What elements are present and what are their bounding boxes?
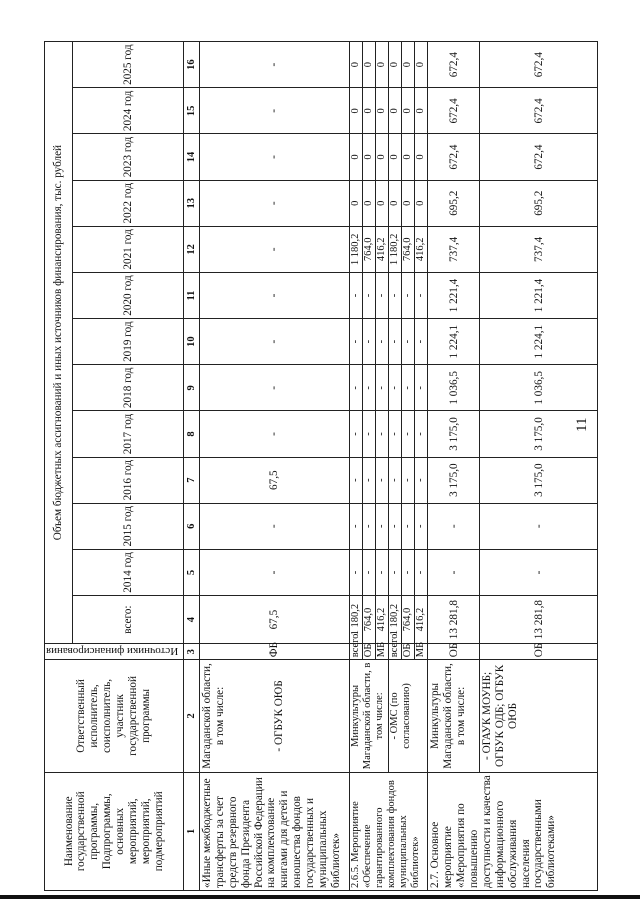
- row-value: -: [376, 549, 389, 595]
- table-row: [428, 42, 480, 891]
- header-total: всего:: [73, 596, 184, 644]
- resp-sub: - ОГБУК ОЮБ: [272, 680, 285, 752]
- column-number: 1: [184, 772, 200, 890]
- row-value: 0: [389, 134, 402, 180]
- row-value: 695,2: [428, 180, 480, 226]
- row-value: 0: [363, 88, 376, 134]
- row-responsible-sub: - ОГАУК МОУНБ; ОГБУК ОДБ; ОГБУК ОЮБ: [480, 660, 598, 772]
- row-value: 1 036,5: [480, 365, 598, 411]
- row-value: -: [480, 549, 598, 595]
- row-value: -: [402, 411, 415, 457]
- row-value: -: [415, 411, 428, 457]
- row-value: -: [350, 411, 363, 457]
- row-value: -: [200, 42, 350, 88]
- row-value: -: [389, 503, 402, 549]
- row-value: 0: [350, 88, 363, 134]
- page-bottom-rule: [0, 895, 640, 899]
- row-value: -: [200, 226, 350, 272]
- row-value: -: [480, 503, 598, 549]
- row-value: 672,4: [480, 134, 598, 180]
- row-value: -: [200, 134, 350, 180]
- header-year: 2016 год: [73, 457, 184, 503]
- row-value: 672,4: [428, 88, 480, 134]
- column-number: 13: [184, 180, 200, 226]
- resp-top: Магаданской области, в том числе:: [201, 663, 226, 769]
- row-responsible-top: Минкультуры Магаданской области, в том числе:: [428, 660, 480, 772]
- row-value: 0: [363, 42, 376, 88]
- row-value: -: [200, 549, 350, 595]
- row-value: 0: [389, 88, 402, 134]
- row-value: 0: [415, 42, 428, 88]
- row-value: 672,4: [480, 42, 598, 88]
- row-value: -: [415, 457, 428, 503]
- funding-table: [44, 41, 598, 891]
- row-value: 0: [402, 42, 415, 88]
- row-value: 0: [402, 180, 415, 226]
- row-value: -: [363, 319, 376, 365]
- page-number: 11: [574, 417, 590, 432]
- row-value: -: [363, 503, 376, 549]
- row-value: 1 224,1: [428, 319, 480, 365]
- header-year: 2017 год: [73, 411, 184, 457]
- row-value: -: [350, 319, 363, 365]
- row-total: 67,5: [200, 596, 350, 644]
- row-value: 0: [415, 88, 428, 134]
- row-source: всего: [389, 644, 402, 660]
- row-value: -: [200, 319, 350, 365]
- header-funding: Объем бюджетных ассигнований и иных источников финансирования, тыс. рублей: [45, 42, 73, 644]
- row-value: -: [389, 457, 402, 503]
- table-row: [350, 42, 363, 891]
- row-value: 0: [376, 42, 389, 88]
- row-value: -: [428, 503, 480, 549]
- row-source: ОБ: [428, 644, 480, 660]
- header-source: Источники финансирования: [45, 644, 184, 660]
- row-value: 1 180,2: [350, 226, 363, 272]
- row-value: 0: [415, 180, 428, 226]
- row-value: -: [402, 503, 415, 549]
- row-value: -: [415, 272, 428, 318]
- header-year: 2023 год: [73, 134, 184, 180]
- rotated-table-wrapper: [44, 41, 614, 891]
- row-value: 0: [350, 42, 363, 88]
- column-number: 9: [184, 365, 200, 411]
- header-year: 2014 год: [73, 549, 184, 595]
- header-year: 2022 год: [73, 180, 184, 226]
- row-source: МБ: [376, 644, 389, 660]
- row-value: 3 175,0: [480, 457, 598, 503]
- column-number: 14: [184, 134, 200, 180]
- column-number: 15: [184, 88, 200, 134]
- row-value: 737,4: [428, 226, 480, 272]
- row-value: -: [200, 88, 350, 134]
- row-value: -: [402, 272, 415, 318]
- header-year: 2021 год: [73, 226, 184, 272]
- row-value: -: [363, 457, 376, 503]
- row-value: -: [363, 411, 376, 457]
- column-number: 8: [184, 411, 200, 457]
- row-responsible: [200, 660, 350, 772]
- column-number: 12: [184, 226, 200, 272]
- row-value: -: [389, 272, 402, 318]
- row-total: 1 180,2: [389, 596, 402, 644]
- row-value: 695,2: [480, 180, 598, 226]
- row-value: -: [402, 319, 415, 365]
- row-source: всего: [350, 644, 363, 660]
- row-value: -: [363, 549, 376, 595]
- row-value: -: [428, 549, 480, 595]
- column-number: 3: [184, 644, 200, 660]
- row-value: -: [350, 365, 363, 411]
- row-value: 0: [402, 134, 415, 180]
- row-value: -: [389, 365, 402, 411]
- row-value: -: [376, 365, 389, 411]
- column-number: 16: [184, 42, 200, 88]
- row-value: 3 175,0: [428, 457, 480, 503]
- row-responsible-sub: - ОМС (по согласованию): [389, 660, 428, 772]
- row-source: ОБ: [402, 644, 415, 660]
- table-row: [480, 42, 598, 891]
- row-value: 764,0: [363, 226, 376, 272]
- row-total: 1 180,2: [350, 596, 363, 644]
- row-name: 2.6.5. Мероприятие «Обеспечение гарантированного комплектования фондов муниципальных библиотек»: [350, 772, 428, 890]
- row-value: -: [376, 411, 389, 457]
- row-value: 0: [376, 180, 389, 226]
- row-value: 3 175,0: [428, 411, 480, 457]
- row-value: -: [415, 549, 428, 595]
- row-source: ФБ: [200, 644, 350, 660]
- row-value: 1 180,2: [389, 226, 402, 272]
- row-value: -: [363, 365, 376, 411]
- row-source: ОБ: [363, 644, 376, 660]
- row-value: -: [389, 319, 402, 365]
- row-value: -: [415, 319, 428, 365]
- row-value: -: [200, 365, 350, 411]
- row-value: -: [402, 549, 415, 595]
- header-program-name: Наименование государственной программы, Подпрограммы, основных мероприятий, мероприятий, подмероприятий: [45, 772, 184, 890]
- column-number: 4: [184, 596, 200, 644]
- row-value: 1 224,1: [480, 319, 598, 365]
- header-year: 2018 год: [73, 365, 184, 411]
- row-total: 13 281,8: [480, 596, 598, 644]
- table-row: [389, 42, 402, 891]
- row-value: 0: [376, 134, 389, 180]
- row-value: 1 221,4: [428, 272, 480, 318]
- row-total: 764,0: [402, 596, 415, 644]
- row-value: 0: [363, 180, 376, 226]
- row-value: -: [389, 549, 402, 595]
- row-value: -: [402, 365, 415, 411]
- row-value: 67,5: [200, 457, 350, 503]
- column-number: 11: [184, 272, 200, 318]
- header-year: 2024 год: [73, 88, 184, 134]
- row-value: -: [376, 272, 389, 318]
- row-value: -: [389, 411, 402, 457]
- row-value: 672,4: [480, 88, 598, 134]
- row-value: 1 221,4: [480, 272, 598, 318]
- row-name: 2.7. Основное мероприятие «Мероприятия по повышению доступности и качества информационного обслуживания населения государственными библиотеками»: [428, 772, 598, 890]
- row-value: -: [415, 503, 428, 549]
- row-value: 0: [389, 42, 402, 88]
- row-value: 1 036,5: [428, 365, 480, 411]
- column-number: 5: [184, 549, 200, 595]
- row-value: 0: [415, 134, 428, 180]
- row-value: 0: [376, 88, 389, 134]
- row-value: -: [415, 365, 428, 411]
- row-total: 416,2: [415, 596, 428, 644]
- row-value: 764,0: [402, 226, 415, 272]
- row-source: МБ: [415, 644, 428, 660]
- row-value: 416,2: [415, 226, 428, 272]
- row-value: 672,4: [428, 42, 480, 88]
- row-source: ОБ: [480, 644, 598, 660]
- column-number-row: [184, 42, 200, 891]
- row-value: 737,4: [480, 226, 598, 272]
- row-value: 0: [363, 134, 376, 180]
- row-value: -: [402, 457, 415, 503]
- row-value: -: [363, 272, 376, 318]
- header-year: 2015 год: [73, 503, 184, 549]
- column-number: 10: [184, 319, 200, 365]
- column-number: 7: [184, 457, 200, 503]
- row-value: -: [350, 457, 363, 503]
- row-value: 672,4: [428, 134, 480, 180]
- row-value: -: [350, 549, 363, 595]
- row-value: -: [350, 272, 363, 318]
- row-value: -: [200, 503, 350, 549]
- column-number: 2: [184, 660, 200, 772]
- row-total: 764,0: [363, 596, 376, 644]
- header-responsible: Ответственный исполнитель, соисполнитель, участник государственной программы: [45, 660, 184, 772]
- row-value: 0: [402, 88, 415, 134]
- row-total: 416,2: [376, 596, 389, 644]
- row-value: 3 175,0: [480, 411, 598, 457]
- header-year: 2019 год: [73, 319, 184, 365]
- row-value: -: [376, 503, 389, 549]
- row-responsible-top: Минкультуры Магаданской области, в том числе:: [350, 660, 389, 772]
- row-value: 0: [389, 180, 402, 226]
- row-name: «Иные межбюджетные трансферты за счет средств резервного фонда Президента Российской Федерации на комплектование книгами для детей и юношества фондов государственных и муниципальных библиотек»: [200, 772, 350, 890]
- row-value: -: [200, 272, 350, 318]
- column-number: 6: [184, 503, 200, 549]
- row-total: 13 281,8: [428, 596, 480, 644]
- row-value: -: [350, 503, 363, 549]
- row-value: 416,2: [376, 226, 389, 272]
- table-row: [200, 42, 350, 891]
- row-value: -: [200, 411, 350, 457]
- row-value: 0: [350, 180, 363, 226]
- header-year: 2020 год: [73, 272, 184, 318]
- row-value: -: [376, 319, 389, 365]
- row-value: -: [376, 457, 389, 503]
- row-value: -: [200, 180, 350, 226]
- header-year: 2025 год: [73, 42, 184, 88]
- row-value: 0: [350, 134, 363, 180]
